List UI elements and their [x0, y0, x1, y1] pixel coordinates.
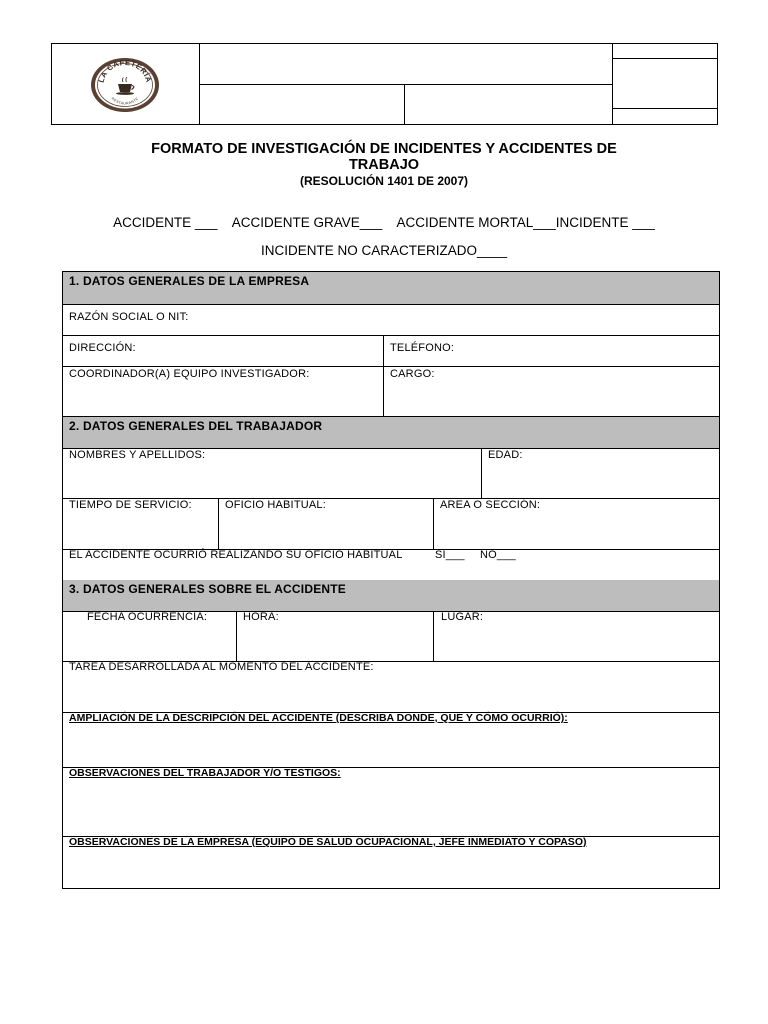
section-header — [63, 580, 719, 611]
field-label-fecha: FECHA OCURRENCIA: — [87, 611, 208, 623]
field-label-nombres: NOMBRES Y APELLIDOS: — [69, 449, 206, 461]
header-divider — [612, 44, 613, 124]
field-label-obs-trabajador: OBSERVACIONES DEL TRABAJADOR Y/O TESTIGOS: — [69, 767, 341, 779]
field-label-razon-social: RAZÓN SOCIAL O NIT: — [69, 311, 189, 323]
incident-type-options-2: INCIDENTE NO CARACTERIZADO____ — [260, 243, 508, 258]
section-title: 1. DATOS GENERALES DE LA EMPRESA — [69, 274, 310, 288]
header-divider — [612, 58, 717, 59]
section-title: 2. DATOS GENERALES DEL TRABAJADOR — [69, 419, 323, 433]
field-label-oficio-habitual-question: EL ACCIDENTE OCURRIÓ REALIZANDO SU OFICIO HABITUAL — [69, 549, 403, 561]
header-divider — [404, 84, 405, 124]
form-title-line2: TRABAJO — [348, 157, 420, 173]
field-label-telefono: TELÉFONO: — [390, 342, 455, 354]
field-label-direccion: DIRECCIÓN: — [69, 342, 136, 354]
header-divider — [612, 108, 717, 109]
field-label-tarea: TAREA DESARROLLADA AL MOMENTO DEL ACCIDENTE: — [69, 661, 374, 673]
field-label-ampliacion: AMPLIACIÓN DE LA DESCRIPCIÓN DEL ACCIDENTE (DESCRIBA DONDE, QUE Y CÓMO OCURRIÓ): — [69, 712, 568, 724]
field-label-lugar: LUGAR: — [441, 611, 484, 623]
logo-text-top: LA CAFETERÍA — [96, 57, 154, 84]
field-label-edad: EDAD: — [488, 449, 523, 461]
section-header — [63, 272, 719, 304]
investigation-form — [62, 271, 720, 889]
field-label-oficio: OFICIO HABITUAL: — [225, 499, 326, 511]
field-label-cargo: CARGO: — [390, 368, 435, 380]
field-label-area: AREA O SECCIÓN: — [440, 499, 541, 511]
field-label-obs-empresa: OBSERVACIONES DE LA EMPRESA (EQUIPO DE SALUD OCUPACIONAL, JEFE INMEDIATO Y COPASO) — [69, 836, 587, 848]
form-subtitle: (RESOLUCIÓN 1401 DE 2007) — [299, 174, 469, 188]
cafeteria-logo — [88, 56, 162, 114]
field-label-hora: HORA: — [243, 611, 279, 623]
field-label-tiempo-servicio: TIEMPO DE SERVICIO: — [69, 499, 192, 511]
field-label-coordinador: COORDINADOR(A) EQUIPO INVESTIGADOR: — [69, 368, 310, 380]
header-divider — [199, 84, 612, 85]
section-title: 3. DATOS GENERALES SOBRE EL ACCIDENTE — [69, 582, 346, 596]
form-title-line1: FORMATO DE INVESTIGACIÓN DE INCIDENTES Y ACCIDENTES DE — [151, 141, 617, 157]
option-si: SI___ — [435, 549, 465, 561]
section-header — [63, 417, 719, 448]
incident-type-options: ACCIDENTE ___ ACCIDENTE GRAVE___ ACCIDENTE MORTAL___INCIDENTE ___ — [113, 215, 655, 230]
option-no: NO___ — [480, 549, 516, 561]
logo-text-bottom: RESTAURANTE — [110, 96, 140, 106]
